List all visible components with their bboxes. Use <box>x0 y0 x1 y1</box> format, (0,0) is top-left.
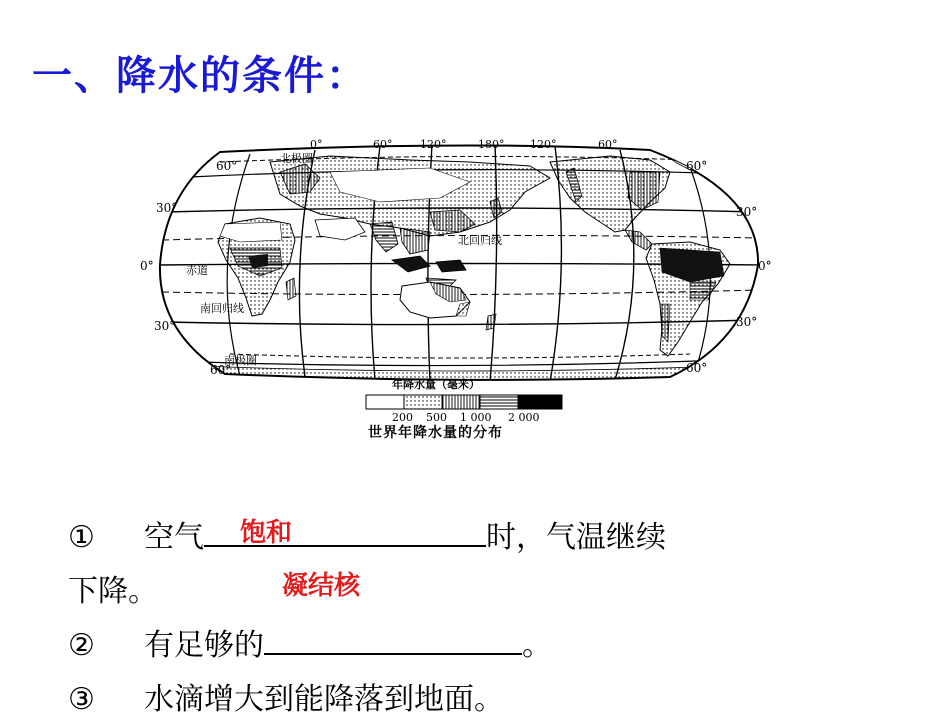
legend-value-2000: 2 000 <box>508 411 540 424</box>
lat-label-right-0: 0° <box>758 259 772 273</box>
label-tropic-north: 北回归线 <box>458 234 502 247</box>
lat-label-right-60n: 60° <box>686 159 708 173</box>
lon-label-180: 180° <box>478 138 505 151</box>
condition-2-line <box>68 620 552 664</box>
section-title: 一、降水的条件： <box>32 53 368 99</box>
label-tropic-south: 南回归线 <box>200 302 244 315</box>
lat-label-left-30n: 30° <box>156 201 178 215</box>
condition-3-line <box>68 674 504 718</box>
lon-label-120w: 120° <box>530 138 557 151</box>
lat-label-right-60s: 60° <box>686 361 708 375</box>
condition-1-answer: 饱和 <box>240 518 293 548</box>
condition-3-text: 水滴增大到能降落到地面。 <box>144 682 504 717</box>
condition-1-prefix: 空气 <box>144 520 204 555</box>
lon-label-0: 0° <box>310 138 323 151</box>
lon-label-60w: 60° <box>598 138 618 151</box>
legend-value-500: 500 <box>426 411 447 424</box>
legend-swatch-3 <box>442 395 480 409</box>
legend-value-200: 200 <box>392 411 413 424</box>
legend-value-1000: 1 000 <box>460 411 492 424</box>
legend-swatch-2 <box>404 395 442 409</box>
condition-1-marker: ① <box>68 520 95 555</box>
lat-label-right-30s: 30° <box>736 315 758 329</box>
world-precipitation-map <box>130 132 790 452</box>
condition-3-marker: ③ <box>68 682 95 717</box>
legend-swatch-1 <box>366 395 404 409</box>
legend-title: 年降水量（毫米） <box>392 378 480 391</box>
lat-label-left-60n: 60° <box>216 159 238 173</box>
map-caption: 世界年降水量的分布 <box>368 425 503 441</box>
precipitation-legend <box>366 395 562 409</box>
condition-2-marker: ② <box>68 628 95 663</box>
lat-label-right-30n: 30° <box>736 205 758 219</box>
lon-label-120e: 120° <box>420 138 447 151</box>
condition-1-suffix: 时，气温继续 <box>486 520 666 555</box>
condition-2-answer: 凝结核 <box>282 571 361 601</box>
lat-label-left-30s: 30° <box>154 319 176 333</box>
condition-2-blank <box>264 627 522 655</box>
condition-2-suffix: 。 <box>522 628 552 663</box>
map-graphic <box>130 132 790 452</box>
label-arctic-circle: 北极圈 <box>280 152 313 165</box>
legend-swatch-4 <box>480 395 518 409</box>
lat-label-left-0: 0° <box>140 259 154 273</box>
condition-2-prefix: 有足够的 <box>144 628 264 663</box>
lat-label-left-60s: 60° <box>210 363 232 377</box>
label-antarctic-circle: 南极圈 <box>224 354 257 367</box>
lon-label-60e: 60° <box>373 138 393 151</box>
condition-1-continuation: 下降。 <box>68 574 158 609</box>
label-equator: 赤道 <box>186 264 208 277</box>
condition-1-line <box>68 512 666 556</box>
legend-swatch-5 <box>518 395 562 409</box>
